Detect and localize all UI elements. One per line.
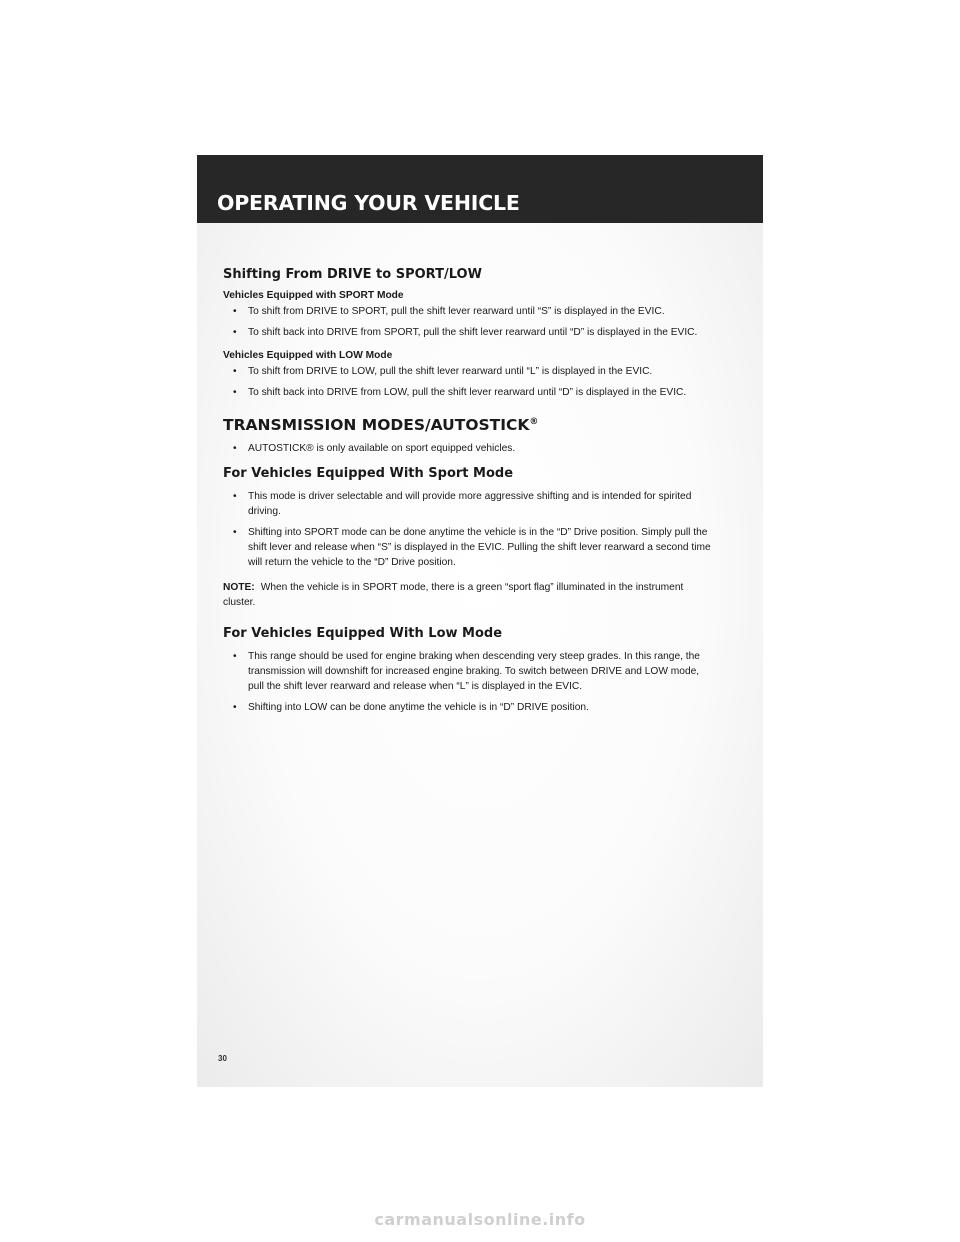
- section-heading-sport-mode: For Vehicles Equipped With Sport Mode: [223, 466, 514, 481]
- page-number: 30: [218, 1054, 227, 1063]
- registered-mark: ®: [529, 417, 539, 427]
- list-item: • Shifting into SPORT mode can be done anytime the vehicle is in the “D” Drive position. Simply pull the shift lever and release when “S” is displayed in the EVIC. Pulling the shift lever rearward a second time will return the vehicle to the “D” Drive position.: [233, 525, 715, 570]
- bullet-list-autostick: [223, 441, 715, 456]
- subheading-low-mode: Vehicles Equipped with LOW Mode: [223, 350, 393, 361]
- list-item: • This mode is driver selectable and will provide more aggressive shifting and is intended for spirited driving.: [233, 489, 715, 519]
- list-item: • To shift back into DRIVE from LOW, pull the shift lever rearward until “D” is displayed in the EVIC.: [233, 385, 715, 400]
- manual-page: [197, 155, 763, 1087]
- note-label: NOTE:: [223, 582, 255, 593]
- section-heading-low-mode: For Vehicles Equipped With Low Mode: [223, 626, 503, 641]
- heading-text: TRANSMISSION MODES/AUTOSTICK: [223, 416, 530, 434]
- note: [223, 580, 715, 610]
- bullet-list-sport-mode: [223, 489, 715, 570]
- section-heading-shifting: Shifting From DRIVE to SPORT/LOW: [223, 267, 482, 282]
- bullet-list-low: [223, 364, 715, 400]
- bullet-list-sport: [223, 304, 715, 340]
- note-text: When the vehicle is in SPORT mode, there is a green “sport flag” illuminated in the instrument cluster.: [223, 582, 684, 608]
- list-item: • This range should be used for engine braking when descending very steep grades. In this range, the transmission will downshift for increased engine braking. To switch between DRIVE and LOW mode, pull the shift lever rearward and release when “L” is displayed in the EVIC.: [233, 649, 715, 694]
- page-content: [223, 267, 715, 725]
- header-bar: [197, 155, 763, 223]
- list-item: • To shift from DRIVE to SPORT, pull the shift lever rearward until “S” is displayed in the EVIC.: [233, 304, 715, 319]
- page-title: OPERATING YOUR VEHICLE: [217, 191, 520, 215]
- list-item: • Shifting into LOW can be done anytime the vehicle is in “D” DRIVE position.: [233, 700, 715, 715]
- watermark: carmanualsonline.info: [374, 1210, 586, 1229]
- section-heading-transmission-modes: [223, 416, 715, 434]
- list-item: • To shift from DRIVE to LOW, pull the shift lever rearward until “L” is displayed in the EVIC.: [233, 364, 715, 379]
- bullet-list-low-mode: [223, 649, 715, 715]
- list-item: • To shift back into DRIVE from SPORT, pull the shift lever rearward until “D” is displayed in the EVIC.: [233, 325, 715, 340]
- list-item: • AUTOSTICK® is only available on sport equipped vehicles.: [233, 441, 715, 456]
- subheading-sport-mode: Vehicles Equipped with SPORT Mode: [223, 290, 404, 301]
